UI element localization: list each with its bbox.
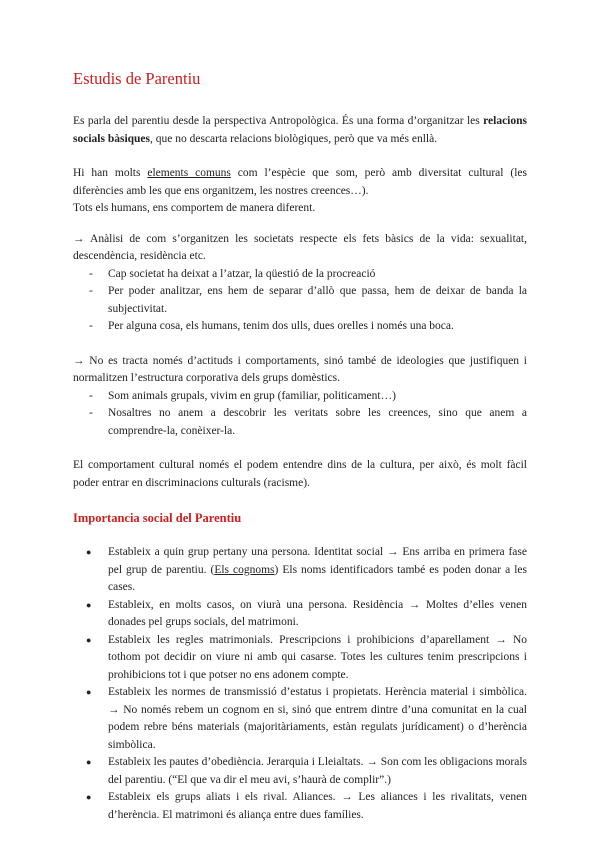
common-text-a: Hi han molts xyxy=(73,167,148,179)
analysis-paragraph: → Anàlisi de com s’organitzen les societats respecte els fets bàsics de la vida: sexualitat, descendència, residència etc. xyxy=(73,232,527,262)
list-item: - Som animals grupals, vivim en grup (familiar, politicament…) xyxy=(73,388,527,406)
list-item: - Per poder analitzar, ens hem de separar d’allò que passa, hem de deixar de banda la subjectivitat. xyxy=(73,283,527,318)
document-content xyxy=(73,68,527,824)
culture-paragraph: El comportament cultural només el podem entendre dins de la cultura, per això, és molt fàcil poder entrar en discriminacions culturals (racisme). xyxy=(73,459,527,489)
importance-list xyxy=(73,544,527,824)
list-item: ● Estableix les normes de transmissió d’estatus i propietats. Herència material i simbòlica. → No només rebem un cognom en si, sinó que entrem dintre d’una comunitat en la cual podem rebre béns materials (majoritàriaments, estàn regulats jurídicament) o d’herència simbòlica. xyxy=(73,684,527,754)
intro-text-b: , que no descarta relacions biològiques, però que va més enllà. xyxy=(150,132,438,145)
common-text-b: com l’espècie que som, però amb diversitat cultural (les diferències amb les que ens organitzem, les nostres creences…). xyxy=(73,167,527,197)
list-item: ● Estableix els grups aliats i els rival. Aliances. → Les aliances i les rivalitats, venen d’herència. El matrimoni és aliança entre dues famílies. xyxy=(73,789,527,824)
list-item: - Per alguna cosa, els humans, tenim dos ulls, dues orelles i només una boca. xyxy=(73,318,527,336)
intro-bold-term: relacions socials bàsiques xyxy=(73,115,527,145)
ideologies-list xyxy=(73,388,527,441)
common-line2: Tots els humans, ens comportem de manera diferent. xyxy=(73,202,316,214)
bullet-underlined-term: Els cognoms xyxy=(214,563,275,576)
analysis-list xyxy=(73,266,527,336)
intro-paragraph xyxy=(73,113,527,148)
list-item xyxy=(73,544,527,597)
list-item: ● Estableix, en molts casos, on viurà una persona. Residència → Moltes d’elles venen donades pel grups socials, del matrimoni. xyxy=(73,597,527,632)
common-paragraph xyxy=(73,165,527,200)
page-title: Estudis de Parentiu xyxy=(73,69,201,88)
list-item: ● Estableix les regles matrimonials. Prescripcions i prohibicions d’aparellament → No tothom pot decidir on viure ni amb qui casarse. Totes les cultures tenim prescripcions i prohibicions tot i que potser no ens adonem compte. xyxy=(73,632,527,685)
common-underlined-term: elements comuns xyxy=(147,167,231,179)
list-item: - Nosaltres no anem a descobrir les veritats sobre les creences, sino que anem a comprendre-la, conèixer-la. xyxy=(73,405,527,440)
intro-text-a: Es parla del parentiu desde la perspectiva Antropològica. És una forma d’organitzar les xyxy=(73,115,480,127)
bullet-text-a: Estableix a quin grup pertany una persona. Identitat social → Ens arriba en primera fase pel grup de parentiu. ( xyxy=(108,546,527,576)
list-item: ● Estableix les pautes d’obediència. Jerarquia i Lleialtats. → Son com les obligacions morals del parentiu. (“El que va dir el meu avi, s’haurà de complir”.) xyxy=(73,754,527,789)
ideologies-paragraph: → No es tracta només d’actituds i comportaments, sinó també de ideologies que justifiquen i normalitzen l’estructura corporativa dels grups domèstics. xyxy=(73,354,527,384)
section-heading: Importancia social del Parentiu xyxy=(73,511,242,525)
bullet-text-b: ) Els noms identificadors també es poden donar a les cases. xyxy=(108,563,527,593)
list-item: - Cap societat ha deixat a l’atzar, la qüestió de la procreació xyxy=(73,266,527,284)
